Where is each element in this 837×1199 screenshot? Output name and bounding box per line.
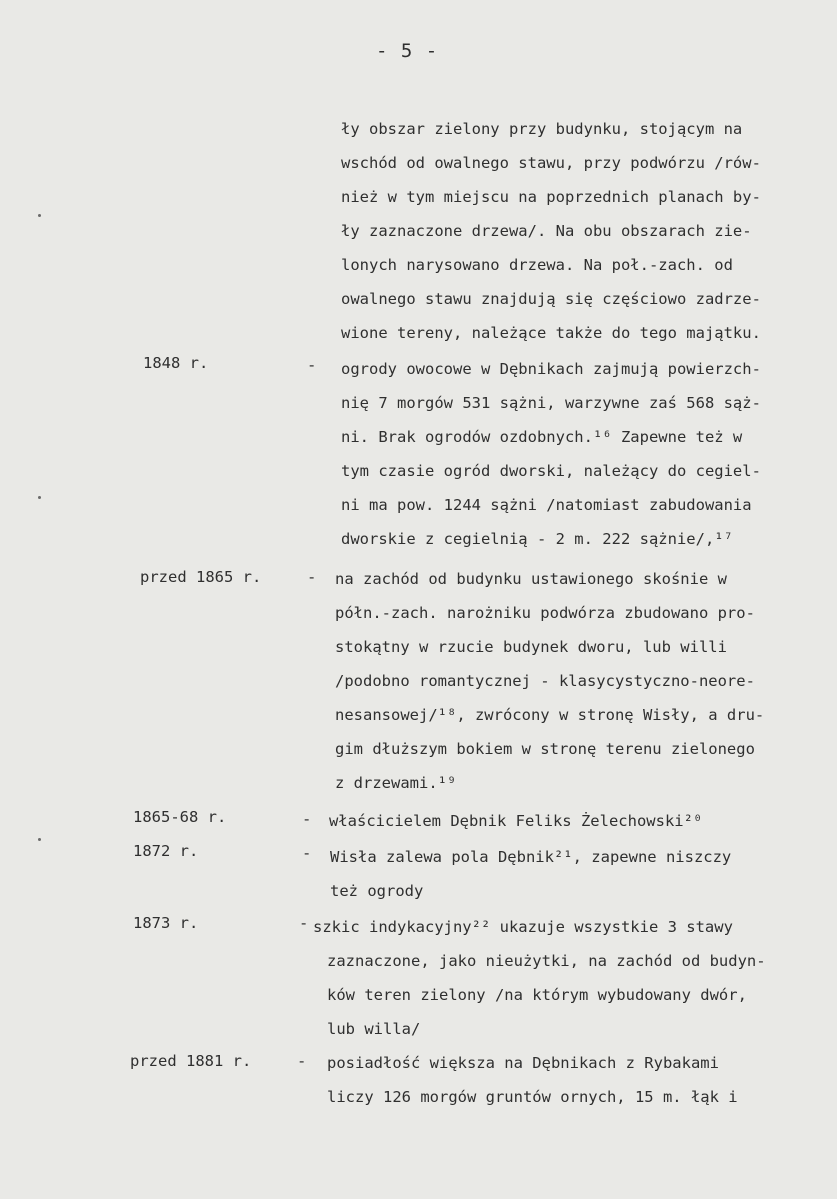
entry-date: 1848 r. [143, 354, 209, 372]
text-line: szkic indykacyjny²² ukazuje wszystkie 3 stawy [313, 918, 733, 936]
punch-mark [38, 214, 41, 217]
text-line: Wisła zalewa pola Dębnik²¹, zapewne niszczy [330, 848, 732, 866]
entry-text [327, 1046, 797, 1114]
text-line: nież w tym miejscu na poprzednich planach by- [341, 188, 761, 206]
text-line: owalnego stawu znajdują się częściowo zadrze- [341, 290, 761, 308]
entry-dash: - [302, 810, 312, 828]
text-line: właścicielem Dębnik Feliks Żelechowski²⁰ [329, 812, 703, 830]
page-number: - 5 - [376, 40, 439, 62]
entry-text [313, 910, 783, 1046]
entry-dash: - [297, 1052, 307, 1070]
entry-dash: - [307, 568, 317, 586]
entry-date: 1873 r. [133, 914, 199, 932]
entry-dash: - [299, 914, 309, 932]
text-line: posiadłość większa na Dębnikach z Rybakami [327, 1054, 719, 1072]
entry-date: 1865-68 r. [133, 808, 227, 826]
continuation-paragraph [341, 112, 811, 350]
entry-date: 1872 r. [133, 842, 199, 860]
text-line: ły obszar zielony przy budynku, stojącym na [341, 120, 743, 138]
text-line: dworskie z cegielnią - 2 m. 222 sążnie/,¹⁷ [341, 530, 733, 548]
text-line: zaznaczone, jako nieużytki, na zachód od budyn- [327, 952, 766, 970]
entry-text [335, 562, 805, 800]
text-line: też ogrody [330, 882, 424, 900]
text-line: wione tereny, należące także do tego majątku. [341, 324, 761, 342]
punch-mark [38, 496, 41, 499]
text-line: wschód od owalnego stawu, przy podwórzu /rów- [341, 154, 761, 172]
entry-dash: - [307, 356, 317, 374]
entry-text [330, 840, 800, 908]
text-line: lub willa/ [327, 1020, 421, 1038]
entry-text [329, 804, 799, 838]
text-line: ły zaznaczone drzewa/. Na obu obszarach zie- [341, 222, 752, 240]
text-line: gim dłuższym bokiem w stronę terenu zielonego [335, 740, 755, 758]
text-line: liczy 126 morgów gruntów ornych, 15 m. łąk i [327, 1088, 738, 1106]
text-line: stokątny w rzucie budynek dworu, lub willi [335, 638, 727, 656]
entry-text [341, 352, 811, 556]
text-line: /podobno romantycznej - klasycystyczno-neore- [335, 672, 755, 690]
text-line: tym czasie ogród dworski, należący do cegiel- [341, 462, 761, 480]
text-line: półn.-zach. narożniku podwórza zbudowano pro- [335, 604, 755, 622]
entry-date: przed 1881 r. [130, 1052, 252, 1070]
entry-dash: - [302, 844, 312, 862]
text-line: z drzewami.¹⁹ [335, 774, 457, 792]
text-line: ogrody owocowe w Dębnikach zajmują powierzch- [341, 360, 761, 378]
text-line: ni ma pow. 1244 sążni /natomiast zabudowania [341, 496, 752, 514]
text-line: nię 7 morgów 531 sążni, warzywne zaś 568 sąż- [341, 394, 761, 412]
text-line: ni. Brak ogrodów ozdobnych.¹⁶ Zapewne też w [341, 428, 743, 446]
punch-mark [38, 838, 41, 841]
entry-date: przed 1865 r. [140, 568, 262, 586]
text-line: lonych narysowano drzewa. Na poł.-zach. od [341, 256, 733, 274]
text-line: na zachód od budynku ustawionego skośnie w [335, 570, 727, 588]
text-line: ków teren zielony /na którym wybudowany dwór, [327, 986, 747, 1004]
text-line: nesansowej/¹⁸, zwrócony w stronę Wisły, a dru- [335, 706, 765, 724]
